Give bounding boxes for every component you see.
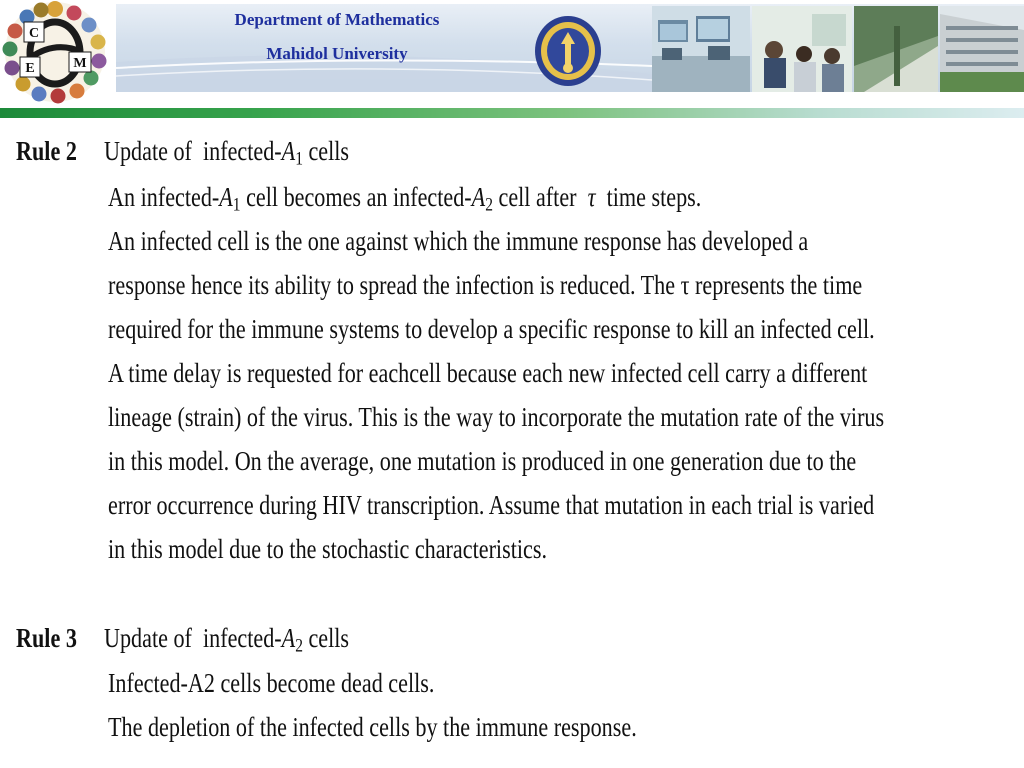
rule-3-title: Update of infected-$A_2$ cells bbox=[104, 623, 350, 657]
rule-2-paragraph-line: error occurrence during HIV transcription. Assume that mutation in each trial is varied bbox=[108, 490, 875, 520]
header-banner bbox=[116, 4, 1024, 92]
logo-letter-m: M bbox=[73, 56, 87, 71]
rule-2-paragraph-line: response hence its ability to spread the infection is reduced. The τ represents the time bbox=[108, 270, 863, 300]
rule-2-paragraph-line: in this model due to the stochastic characteristics. bbox=[108, 534, 547, 564]
rule-2-line-1: An infected-$A_1$ cell becomes an infected-$A_2$ cell after τ time steps. bbox=[108, 182, 702, 216]
rule-2-label: Rule 2 bbox=[16, 136, 77, 166]
cem-logo bbox=[2, 0, 108, 104]
university-seal-icon bbox=[533, 14, 603, 88]
rule-2-title: Update of infected-$A_1$ cells bbox=[104, 136, 350, 170]
header-divider bbox=[0, 108, 1024, 118]
rule-2-paragraph-line: required for the immune systems to develop a specific response to kill an infected cell. bbox=[108, 314, 875, 344]
rule-3-label: Rule 3 bbox=[16, 623, 77, 653]
campus-photo-building bbox=[940, 6, 1024, 92]
department-title: Department of Mathematics bbox=[234, 10, 440, 29]
campus-photo-lab bbox=[652, 6, 750, 92]
campus-photo-atrium bbox=[854, 6, 938, 92]
rule-2-paragraph-line: lineage (strain) of the virus. This is the way to incorporate the mutation rate of the virus bbox=[108, 402, 885, 432]
logo-letter-c: C bbox=[28, 26, 40, 41]
logo-letter-e: E bbox=[25, 61, 35, 76]
rule-3-line: The depletion of the infected cells by the immune response. bbox=[108, 712, 637, 742]
university-title: Mahidol University bbox=[266, 44, 408, 63]
rule-2-paragraph-line: in this model. On the average, one mutation is produced in one generation due to the bbox=[108, 446, 857, 476]
rule-3-line: Infected-A2 cells become dead cells. bbox=[108, 668, 435, 698]
rule-2-paragraph-line: An infected cell is the one against which the immune response has developed a bbox=[108, 226, 809, 256]
campus-photo-students bbox=[752, 6, 852, 92]
rule-2-paragraph-line: A time delay is requested for eachcell because each new infected cell carry a different bbox=[108, 358, 868, 388]
